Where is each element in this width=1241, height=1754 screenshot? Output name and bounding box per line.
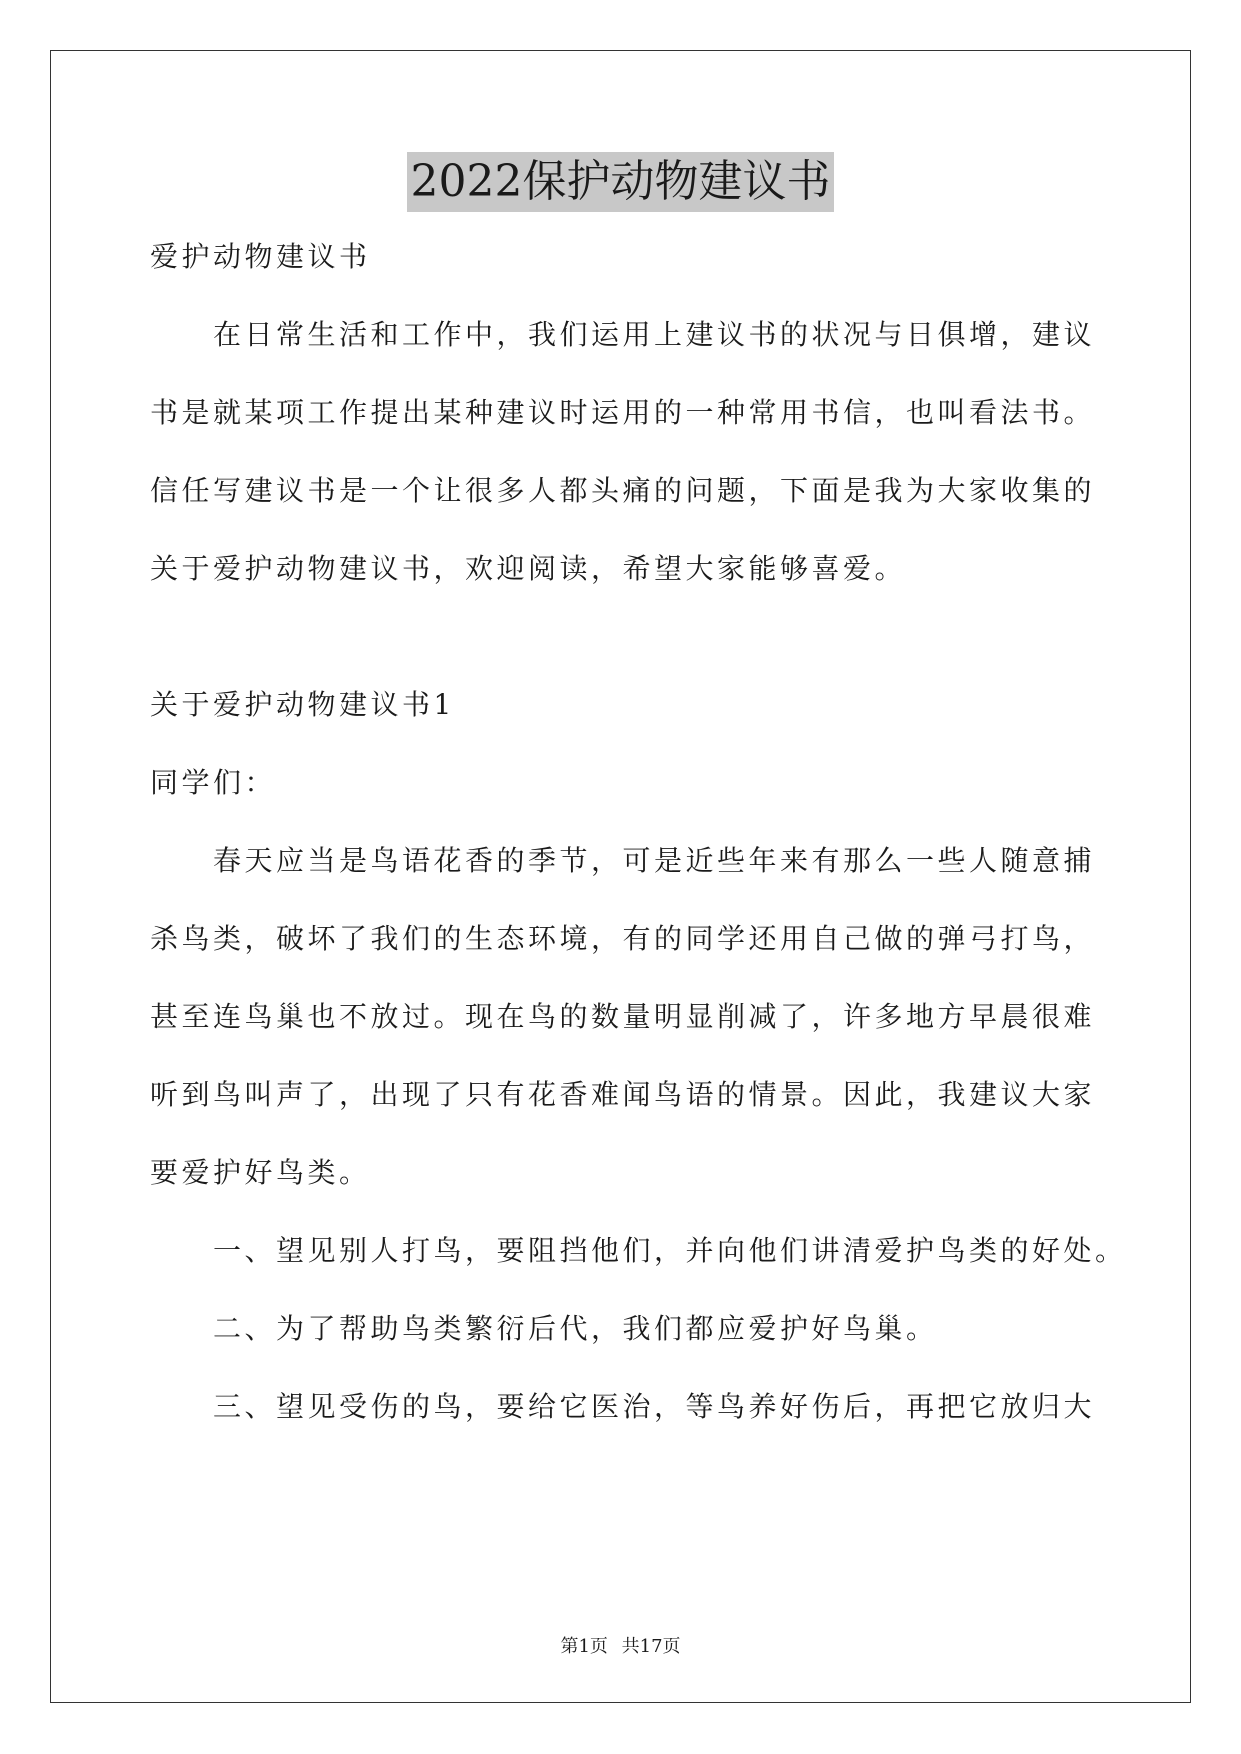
body-line-1: 春天应当是鸟语花香的季节，可是近些年来有那么一些人随意捕 [150, 844, 1096, 877]
page-number: 第1页 [560, 1636, 608, 1657]
section-heading: 关于爱护动物建议书1 [150, 688, 455, 721]
body-line-2: 杀鸟类，破坏了我们的生态环境，有的同学还用自己做的弹弓打鸟， [150, 922, 1096, 955]
document-title: 2022保护动物建议书 [0, 152, 1241, 212]
intro-line-3: 信任写建议书是一个让很多人都头痛的问题，下面是我为大家收集的 [150, 474, 1096, 507]
intro-line-4: 关于爱护动物建议书，欢迎阅读，希望大家能够喜爱。 [150, 552, 907, 585]
list-item-2: 二、为了帮助鸟类繁衍后代，我们都应爱护好鸟巢。 [150, 1312, 938, 1345]
body-line-5: 要爱护好鸟类。 [150, 1156, 371, 1189]
list-item-1: 一、望见别人打鸟，要阻挡他们，并向他们讲清爱护鸟类的好处。 [150, 1234, 1127, 1267]
subtitle-line: 爱护动物建议书 [150, 240, 371, 273]
body-line-4: 听到鸟叫声了，出现了只有花香难闻鸟语的情景。因此，我建议大家 [150, 1078, 1096, 1111]
page-total: 共17页 [621, 1636, 681, 1657]
intro-line-1: 在日常生活和工作中，我们运用上建议书的状况与日俱增，建议 [150, 318, 1096, 351]
body-line-3: 甚至连鸟巢也不放过。现在鸟的数量明显削减了，许多地方早晨很难 [150, 1000, 1096, 1033]
salutation: 同学们： [150, 766, 277, 799]
page-footer [0, 1636, 1241, 1658]
list-item-3: 三、望见受伤的鸟，要给它医治，等鸟养好伤后，再把它放归大 [150, 1390, 1096, 1423]
intro-line-2: 书是就某项工作提出某种建议时运用的一种常用书信，也叫看法书。 [150, 396, 1096, 429]
